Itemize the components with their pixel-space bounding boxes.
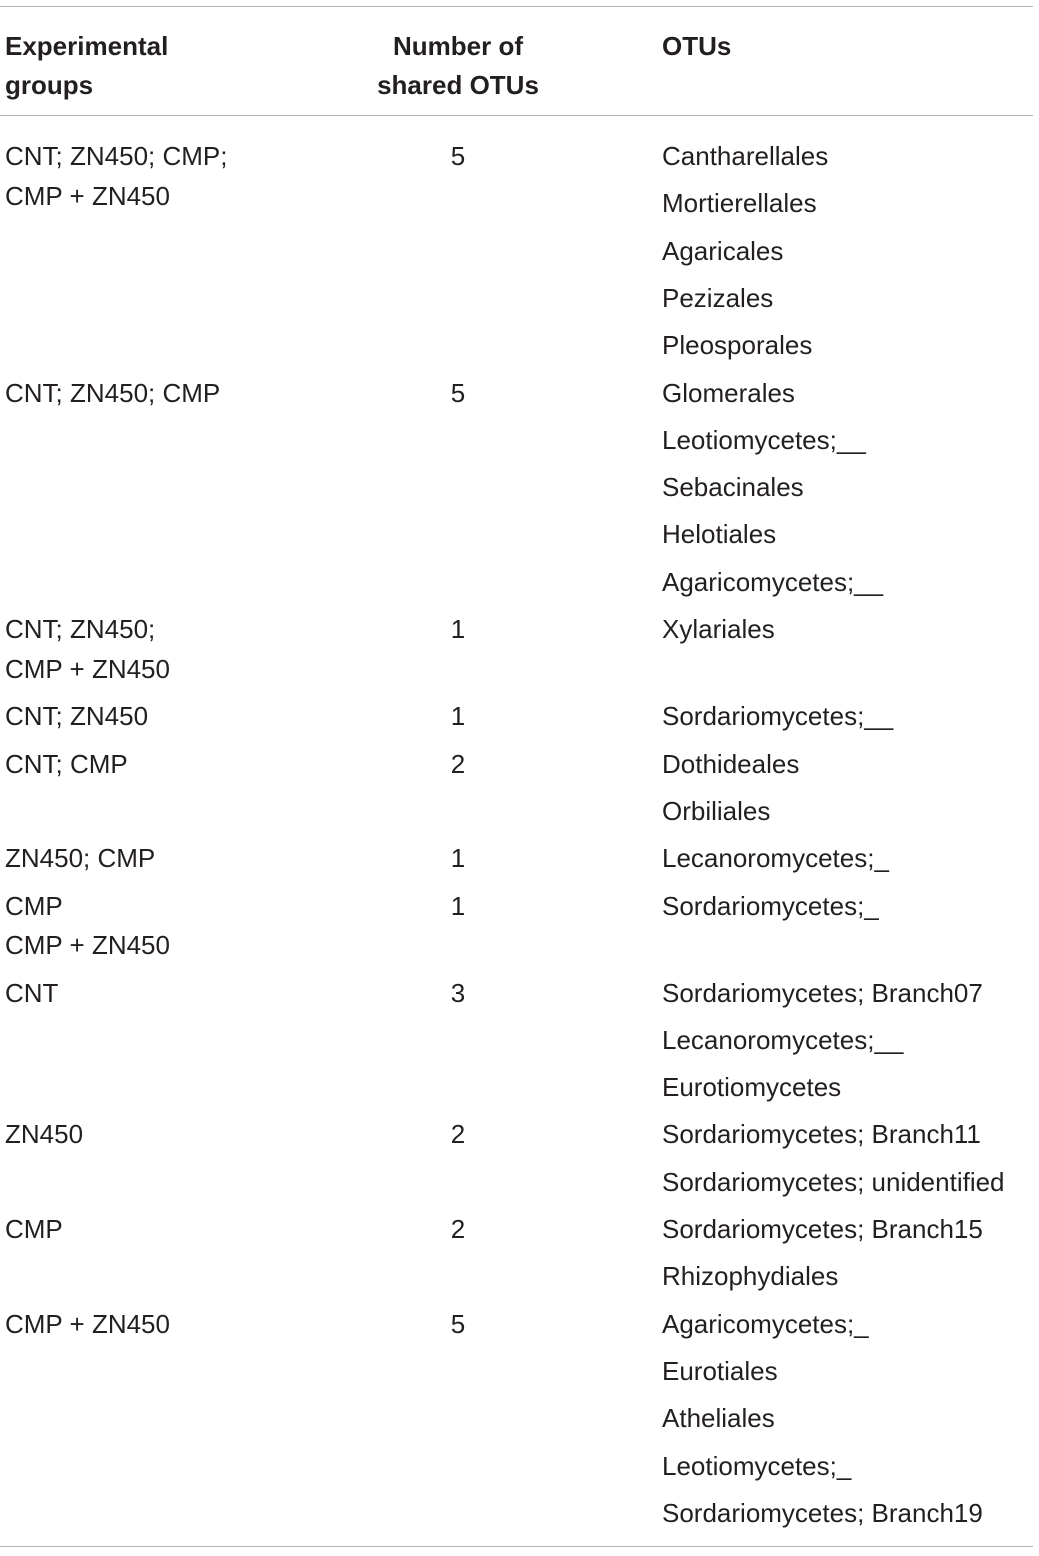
header-number-of-shared-otus: Number of shared OTUs — [377, 31, 539, 100]
otu-name: Glomerales — [662, 377, 795, 408]
table-row — [0, 606, 1033, 693]
cell-shared-otu-count: 1 — [450, 843, 466, 874]
cell-otus — [586, 1111, 1033, 1206]
cell-shared-otu-count: 1 — [450, 614, 466, 644]
cell-experimental-groups: CNT; ZN450; CMP + ZN450 — [5, 614, 170, 684]
table-row — [0, 133, 1033, 370]
table-row — [0, 741, 1033, 836]
otu-name: Lecanoromycetes;__ — [662, 1024, 904, 1055]
shared-otus-table — [0, 6, 1033, 1547]
otu-name: Lecanoromycetes;_ — [662, 843, 889, 874]
cell-experimental-groups: CMP — [5, 1214, 63, 1245]
otu-name: Xylariales — [662, 614, 775, 644]
otu-name: Leotiomycetes;__ — [662, 424, 866, 455]
otu-name: Eurotiales — [662, 1355, 778, 1386]
cell-experimental-groups: CNT; CMP — [5, 748, 128, 779]
cell-otus — [586, 693, 1033, 741]
cell-shared-otu-count: 3 — [450, 977, 466, 1008]
cell-shared-otu-count: 2 — [450, 748, 466, 779]
otu-name: Pleosporales — [662, 330, 813, 361]
table-row — [0, 883, 1033, 970]
cell-otus — [586, 1206, 1033, 1301]
table-row — [0, 970, 1033, 1112]
table-row — [0, 693, 1033, 741]
table-row — [0, 1301, 1033, 1538]
cell-experimental-groups: CNT; ZN450; CMP; CMP + ZN450 — [5, 141, 228, 211]
cell-otus — [586, 606, 1033, 693]
cell-experimental-groups: CMP CMP + ZN450 — [5, 890, 170, 961]
cell-shared-otu-count: 1 — [450, 701, 466, 731]
cell-otus — [586, 741, 1033, 836]
otu-name: Atheliales — [662, 1403, 775, 1434]
header-otus: OTUs — [662, 31, 732, 61]
table-row — [0, 835, 1033, 883]
otu-name: Sordariomycetes; unidentified — [662, 1166, 1005, 1197]
cell-experimental-groups: CNT; ZN450; CMP — [5, 377, 221, 408]
cell-experimental-groups: CNT; ZN450 — [5, 701, 149, 731]
otu-name: Agaricomycetes;_ — [662, 1308, 869, 1339]
cell-shared-otu-count: 2 — [450, 1119, 466, 1150]
cell-otus — [586, 133, 1033, 370]
otu-name: Mortierellales — [662, 188, 817, 219]
otu-name: Sordariomycetes; Branch11 — [662, 1119, 981, 1150]
table-body — [0, 116, 1033, 1546]
cell-otus — [586, 370, 1033, 607]
cell-otus — [586, 883, 1033, 970]
otu-name: Sordariomycetes; Branch07 — [662, 977, 983, 1008]
table-row — [0, 1206, 1033, 1301]
otu-name: Sordariomycetes; Branch15 — [662, 1214, 983, 1245]
table-bottom-rule — [0, 1546, 1033, 1547]
table-row — [0, 370, 1033, 607]
cell-shared-otu-count: 5 — [450, 1308, 466, 1339]
otu-name: Orbiliales — [662, 795, 771, 826]
header-experimental-groups: Experimental groups — [5, 31, 169, 100]
otu-name: Helotiales — [662, 519, 777, 550]
otu-name: Agaricomycetes;__ — [662, 566, 884, 597]
otu-name: Rhizophydiales — [662, 1261, 839, 1292]
cell-shared-otu-count: 2 — [450, 1214, 466, 1245]
otu-name: Dothideales — [662, 748, 800, 779]
cell-experimental-groups: CMP + ZN450 — [5, 1308, 170, 1339]
cell-otus — [586, 835, 1033, 883]
otu-name: Leotiomycetes;_ — [662, 1450, 852, 1481]
otu-name: Pezizales — [662, 282, 774, 313]
table-header — [0, 7, 1033, 115]
cell-otus — [586, 970, 1033, 1112]
otu-name: Agaricales — [662, 235, 784, 266]
otu-name: Sebacinales — [662, 472, 804, 503]
otu-name: Cantharellales — [662, 141, 829, 171]
cell-otus — [586, 1301, 1033, 1538]
cell-shared-otu-count: 5 — [450, 377, 466, 408]
otu-name: Eurotiomycetes — [662, 1072, 842, 1103]
cell-experimental-groups: CNT — [5, 977, 59, 1008]
cell-experimental-groups: ZN450 — [5, 1119, 84, 1150]
cell-experimental-groups: ZN450; CMP — [5, 843, 156, 874]
table-row — [0, 1111, 1033, 1206]
cell-shared-otu-count: 1 — [450, 890, 466, 921]
otu-name: Sordariomycetes;__ — [662, 701, 894, 731]
otu-name: Sordariomycetes; Branch19 — [662, 1497, 983, 1528]
cell-shared-otu-count: 5 — [450, 141, 466, 171]
otu-name: Sordariomycetes;_ — [662, 890, 879, 921]
